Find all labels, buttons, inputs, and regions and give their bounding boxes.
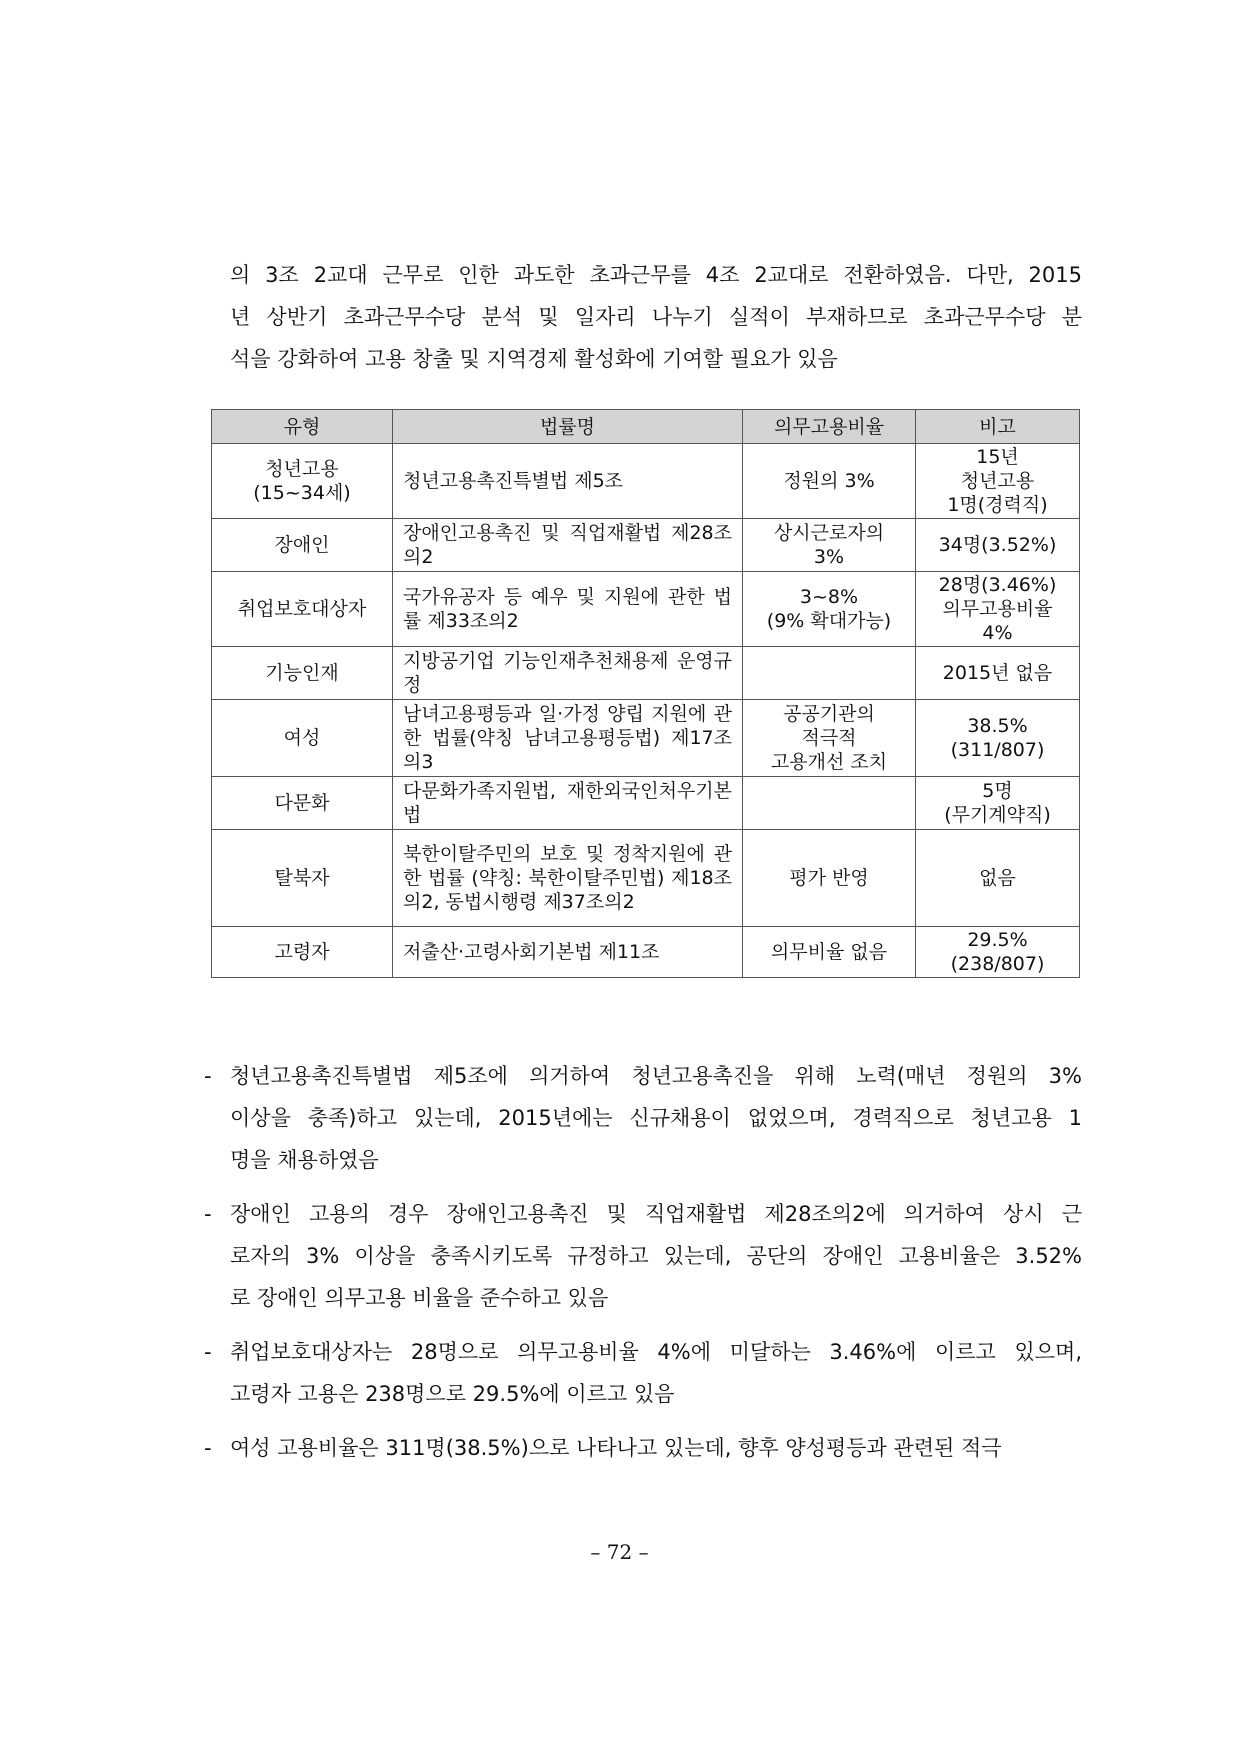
cell-note: 15년 청년고용 1명(경력직) <box>916 444 1080 519</box>
cell-law: 북한이탈주민의 보호 및 정착지원에 관한 법률 (약칭: 북한이탈주민법) 제18조의2, 동법시행령 제37조의2 <box>393 830 743 927</box>
table-row <box>212 830 1080 927</box>
bullet-line: 로자의 3% 이상을 충족시키도록 규정하고 있는데, 공단의 장애인 고용비율은 3.52% <box>230 1244 1082 1268</box>
employment-law-table <box>211 409 1080 978</box>
bullet-line: 청년고용촉진특별법 제5조에 의거하여 청년고용촉진을 위해 노력(매년 정원의 3% <box>230 1064 1082 1088</box>
cell-note: 5명 (무기계약직) <box>916 777 1080 830</box>
cell-note: 2015년 없음 <box>916 647 1080 700</box>
cell-ratio: 평가 반영 <box>743 830 916 927</box>
bullet-line: 장애인 고용의 경우 장애인고용촉진 및 직업재활법 제28조의2에 의거하여 상시 근 <box>230 1202 1082 1226</box>
cell-ratio: 3~8% (9% 확대가능) <box>743 572 916 647</box>
bullet-line: 명을 채용하였음 <box>230 1148 379 1172</box>
bullet-line: 로 장애인 의무고용 비율을 준수하고 있음 <box>230 1286 609 1310</box>
cell-law: 지방공기업 기능인재추천채용제 운영규정 <box>393 647 743 700</box>
table-row <box>212 572 1080 647</box>
cell-type: 여성 <box>212 700 393 777</box>
cell-law: 청년고용촉진특별법 제5조 <box>393 444 743 519</box>
table-row <box>212 519 1080 572</box>
cell-ratio: 의무비율 없음 <box>743 927 916 978</box>
cell-type: 탈북자 <box>212 830 393 927</box>
cell-ratio <box>743 777 916 830</box>
header-note: 비고 <box>916 410 1080 444</box>
cell-type: 고령자 <box>212 927 393 978</box>
cell-note: 38.5% (311/807) <box>916 700 1080 777</box>
bullet-item <box>204 1331 1082 1415</box>
cell-law: 남녀고용평등과 일·가정 양립 지원에 관한 법률(약칭 남녀고용평등법) 제17조의3 <box>393 700 743 777</box>
page-number: – 72 – <box>590 1540 649 1564</box>
cell-law: 다문화가족지원법, 재한외국인처우기본법 <box>393 777 743 830</box>
cell-type: 장애인 <box>212 519 393 572</box>
cell-note: 없음 <box>916 830 1080 927</box>
bullet-line: 이상을 충족)하고 있는데, 2015년에는 신규채용이 없었으며, 경력직으로 청년고용 1 <box>230 1106 1082 1130</box>
cell-law: 국가유공자 등 예우 및 지원에 관한 법률 제33조의2 <box>393 572 743 647</box>
bullet-dash: - <box>204 1436 212 1460</box>
bullet-line: 여성 고용비율은 311명(38.5%)으로 나타나고 있는데, 향후 양성평등과 관련된 적극 <box>230 1436 1002 1460</box>
table-row <box>212 927 1080 978</box>
bullet-line: 취업보호대상자는 28명으로 의무고용비율 4%에 미달하는 3.46%에 이르고 있으며, <box>230 1340 1082 1364</box>
bullet-line: 고령자 고용은 238명으로 29.5%에 이르고 있음 <box>230 1382 675 1406</box>
bullet-item <box>204 1055 1082 1181</box>
table-row <box>212 700 1080 777</box>
cell-type: 다문화 <box>212 777 393 830</box>
table-header-row <box>212 410 1080 444</box>
intro-line: 석을 강화하여 고용 창출 및 지역경제 활성화에 기여할 필요가 있음 <box>230 347 838 371</box>
cell-ratio <box>743 647 916 700</box>
cell-note: 29.5% (238/807) <box>916 927 1080 978</box>
bullet-dash: - <box>204 1202 212 1226</box>
header-type: 유형 <box>212 410 393 444</box>
bullet-dash: - <box>204 1064 212 1088</box>
cell-note: 34명(3.52%) <box>916 519 1080 572</box>
table-row <box>212 647 1080 700</box>
table-row <box>212 444 1080 519</box>
bullet-dash: - <box>204 1340 212 1364</box>
cell-law: 저출산·고령사회기본법 제11조 <box>393 927 743 978</box>
header-law: 법률명 <box>393 410 743 444</box>
cell-note: 28명(3.46%) 의무고용비율 4% <box>916 572 1080 647</box>
intro-line: 의 3조 2교대 근무로 인한 과도한 초과근무를 4조 2교대로 전환하였음. 다만, 2015 <box>230 263 1082 287</box>
header-ratio: 의무고용비율 <box>743 410 916 444</box>
intro-paragraph <box>230 254 1082 380</box>
table-row <box>212 777 1080 830</box>
cell-ratio: 공공기관의 적극적 고용개선 조치 <box>743 700 916 777</box>
cell-law: 장애인고용촉진 및 직업재활법 제28조의2 <box>393 519 743 572</box>
cell-type: 청년고용 (15~34세) <box>212 444 393 519</box>
cell-type: 취업보호대상자 <box>212 572 393 647</box>
table-body <box>212 444 1080 978</box>
cell-ratio: 정원의 3% <box>743 444 916 519</box>
bullet-item <box>204 1193 1082 1319</box>
intro-line: 년 상반기 초과근무수당 분석 및 일자리 나누기 실적이 부재하므로 초과근무수당 분 <box>230 305 1082 329</box>
cell-type: 기능인재 <box>212 647 393 700</box>
cell-ratio: 상시근로자의 3% <box>743 519 916 572</box>
bullet-list <box>204 1055 1082 1481</box>
bullet-item <box>204 1427 1082 1469</box>
